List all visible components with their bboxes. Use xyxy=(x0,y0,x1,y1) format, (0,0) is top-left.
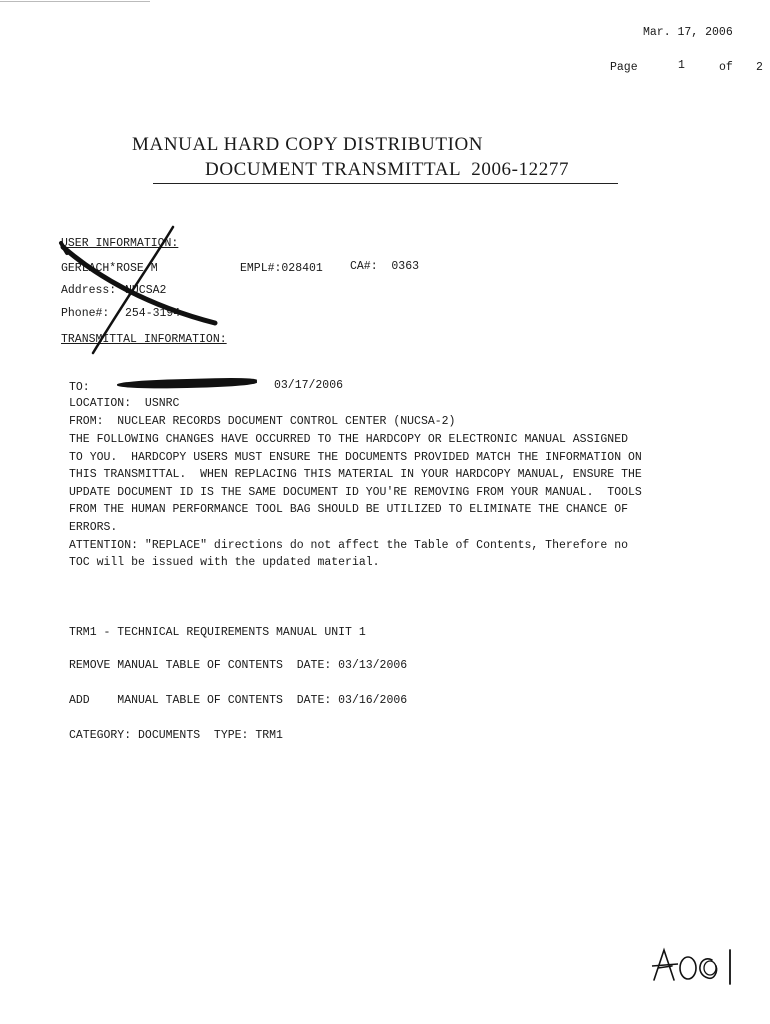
title-rule xyxy=(153,183,618,184)
page-total: 2 xyxy=(756,61,763,74)
to-label: TO: xyxy=(69,381,90,394)
transmittal-info-heading: TRANSMITTAL INFORMATION: xyxy=(61,333,227,346)
title-line-2: DOCUMENT TRANSMITTAL 2006-12277 xyxy=(205,159,570,180)
body-line-6: ERRORS. xyxy=(69,521,118,534)
page-number: 1 xyxy=(678,59,685,72)
body-line-5: FROM THE HUMAN PERFORMANCE TOOL BAG SHOULD BE UTILIZED TO ELIMINATE THE CHANCE OF xyxy=(69,503,628,516)
phone-label: Phone#: xyxy=(61,307,110,320)
attention-line-2: TOC will be issued with the updated material. xyxy=(69,556,380,569)
body-line-4: UPDATE DOCUMENT ID IS THE SAME DOCUMENT ID YOU'RE REMOVING FROM YOUR MANUAL. TOOLS xyxy=(69,486,642,499)
of-label: of xyxy=(719,61,733,74)
attention-line-1: ATTENTION: "REPLACE" directions do not affect the Table of Contents, Therefore no xyxy=(69,539,628,552)
body-line-2: TO YOU. HARDCOPY USERS MUST ENSURE THE DOCUMENTS PROVIDED MATCH THE INFORMATION ON xyxy=(69,451,642,464)
user-name: GERLACH*ROSE M xyxy=(61,262,158,275)
manual-title-line: TRM1 - TECHNICAL REQUIREMENTS MANUAL UNIT 1 xyxy=(69,626,366,639)
remove-line: REMOVE MANUAL TABLE OF CONTENTS DATE: 03/13/2006 xyxy=(69,659,408,672)
to-date: 03/17/2006 xyxy=(274,379,344,392)
redacted-recipient xyxy=(117,377,257,390)
title-line-1: MANUAL HARD COPY DISTRIBUTION xyxy=(132,134,484,155)
scan-artifact-line xyxy=(0,1,150,2)
body-line-3: THIS TRANSMITTAL. WHEN REPLACING THIS MATERIAL IN YOUR HARDCOPY MANUAL, ENSURE THE xyxy=(69,468,642,481)
address-value: NUCSA2 xyxy=(125,284,167,297)
body-line-1: THE FOLLOWING CHANGES HAVE OCCURRED TO THE HARDCOPY OR ELECTRONIC MANUAL ASSIGNED xyxy=(69,433,628,446)
header-date: Mar. 17, 2006 xyxy=(643,26,733,39)
add-line: ADD MANUAL TABLE OF CONTENTS DATE: 03/16/2006 xyxy=(69,694,408,707)
user-info-heading: USER INFORMATION: xyxy=(61,237,179,250)
location-line: LOCATION: USNRC xyxy=(69,397,180,410)
page-label: Page xyxy=(610,61,638,74)
phone-value: 254-3194 xyxy=(125,307,181,320)
employee-number: EMPL#:028401 xyxy=(240,262,323,275)
handwritten-page-code xyxy=(650,942,740,986)
address-label: Address: xyxy=(61,284,117,297)
from-line: FROM: NUCLEAR RECORDS DOCUMENT CONTROL CENTER (NUCSA-2) xyxy=(69,415,456,428)
ca-number: CA#: 0363 xyxy=(350,260,420,273)
category-line: CATEGORY: DOCUMENTS TYPE: TRM1 xyxy=(69,729,283,742)
